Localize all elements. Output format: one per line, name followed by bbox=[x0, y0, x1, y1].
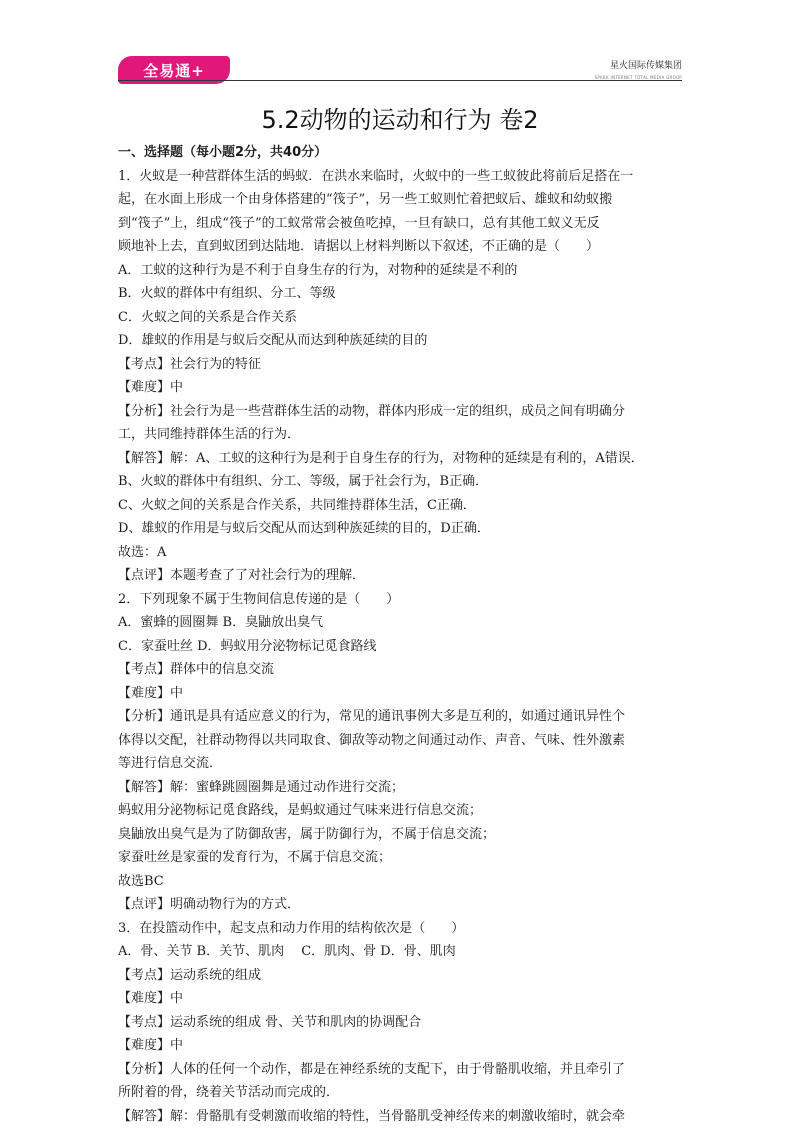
page-title: 5.2动物的运动和行为 卷2 bbox=[261, 106, 539, 134]
text-line: 【分析】人体的任何一个动作，都是在神经系统的支配下，由于骨骼肌收缩，并且牵引了 bbox=[118, 1061, 626, 1077]
text-line: 所附着的骨，绕着关节活动而完成的． bbox=[118, 1085, 340, 1100]
text-line: 顾地补上去，直到蚁团到达陆地．请据以上材料判断以下叙述，不正确的是（ ） bbox=[118, 239, 600, 254]
text-line: 【考点】运动系统的组成 bbox=[118, 967, 262, 983]
text-line: 【分析】通讯是具有适应意义的行为，常见的通讯事例大多是互利的，如通过通讯异性个 bbox=[118, 709, 626, 724]
header-rule bbox=[118, 80, 682, 81]
text-line: 工，共同维持群体生活的行为． bbox=[118, 427, 301, 442]
document-body bbox=[118, 141, 684, 1128]
text-line: C、火蚁之间的关系是合作关系，共同维持群体生活，C正确． bbox=[118, 497, 476, 513]
text-line: 【考点】运动系统的组成 骨、关节和肌肉的协调配合 bbox=[118, 1014, 422, 1030]
text-line: 【难度】中 bbox=[118, 991, 184, 1006]
text-line: A．骨、关节 B．关节、肌肉 C．肌肉、骨 D．骨、肌肉 bbox=[118, 944, 456, 959]
text-line: 蚂蚁用分泌物标记觅食路线，是蚂蚁通过气味来进行信息交流； bbox=[118, 803, 483, 818]
text-line: D、雄蚁的作用是与蚁后交配从而达到种族延续的目的，D正确． bbox=[118, 521, 490, 536]
text-line: 起，在水面上形成一个由身体搭建的“筏子”，另一些工蚁则忙着把蚁后、雄蚁和幼蚁搬 bbox=[118, 192, 613, 207]
brand-subtitle: SPARK INTERNET TOTAL MEDIA GROUP bbox=[594, 75, 682, 80]
text-line: 【难度】中 bbox=[118, 1038, 184, 1053]
text-line: C．家蚕吐丝 D．蚂蚁用分泌物标记觅食路线 bbox=[118, 638, 377, 654]
text-line: 到“筏子”上，组成“筏子”的工蚁常常会被鱼吃掉，一旦有缺口，总有其他工蚁义无反 bbox=[118, 215, 600, 231]
text-line: 家蚕吐丝是家蚕的发育行为，不属于信息交流； bbox=[118, 850, 392, 865]
text-line: 3．在投篮动作中，起支点和动力作用的结构依次是（ ） bbox=[118, 920, 465, 936]
text-line: 故选：A bbox=[118, 544, 167, 560]
text-line: 2．下列现象不属于生物间信息传递的是（ ） bbox=[118, 591, 400, 607]
text-line: B、火蚁的群体中有组织、分工、等级，属于社会行为，B正确． bbox=[118, 474, 489, 489]
text-line: 【解答】解：A、工蚁的这种行为是利于自身生存的行为，对物种的延续是有利的，A错误． bbox=[118, 450, 644, 466]
text-line: 等进行信息交流． bbox=[118, 756, 223, 771]
text-line: A．蜜蜂的圆圈舞 B．臭鼬放出臭气 bbox=[118, 615, 324, 630]
text-line: 【难度】中 bbox=[118, 380, 184, 395]
text-line: 臭鼬放出臭气是为了防御敌害，属于防御行为，不属于信息交流； bbox=[118, 826, 496, 842]
text-line: 【考点】社会行为的特征 bbox=[118, 356, 262, 372]
text-line: 【点评】本题考查了了对社会行为的理解． bbox=[118, 568, 366, 583]
section-heading: 一、选择题（每小题2分，共40分） bbox=[118, 145, 328, 160]
brand-name: 星火国际传媒集团 bbox=[609, 61, 682, 71]
logo-text: 全易通+ bbox=[143, 61, 205, 80]
text-line: 【难度】中 bbox=[118, 685, 184, 701]
text-line: 【考点】群体中的信息交流 bbox=[118, 662, 275, 677]
text-line: 1．火蚁是一种营群体生活的蚂蚁．在洪水来临时，火蚁中的一些工蚁彼此将前后足搭在一 bbox=[118, 168, 634, 184]
text-line: 【解答】解：骨骼肌有受刺激而收缩的特性，当骨骼肌受神经传来的刺激收缩时，就会牵 bbox=[118, 1108, 626, 1124]
text-line: 故选BC bbox=[118, 873, 164, 889]
text-line: 体得以交配，社群动物得以共同取食、御敌等动物之间通过动作、声音、气味、性外激素 bbox=[118, 732, 626, 748]
text-line: D．雄蚁的作用是与蚁后交配从而达到种族延续的目的 bbox=[118, 333, 428, 348]
text-line: C．火蚁之间的关系是合作关系 bbox=[118, 309, 297, 325]
text-line: A．工蚁的这种行为是不利于自身生存的行为，对物种的延续是不利的 bbox=[118, 262, 518, 278]
text-line: 【解答】解：蜜蜂跳圆圈舞是通过动作进行交流； bbox=[118, 779, 405, 795]
text-line: 【分析】社会行为是一些营群体生活的动物，群体内形成一定的组织，成员之间有明确分 bbox=[118, 403, 626, 419]
text-line: 【点评】明确动物行为的方式． bbox=[118, 897, 301, 912]
text-line: B．火蚁的群体中有组织、分工、等级 bbox=[118, 286, 336, 301]
